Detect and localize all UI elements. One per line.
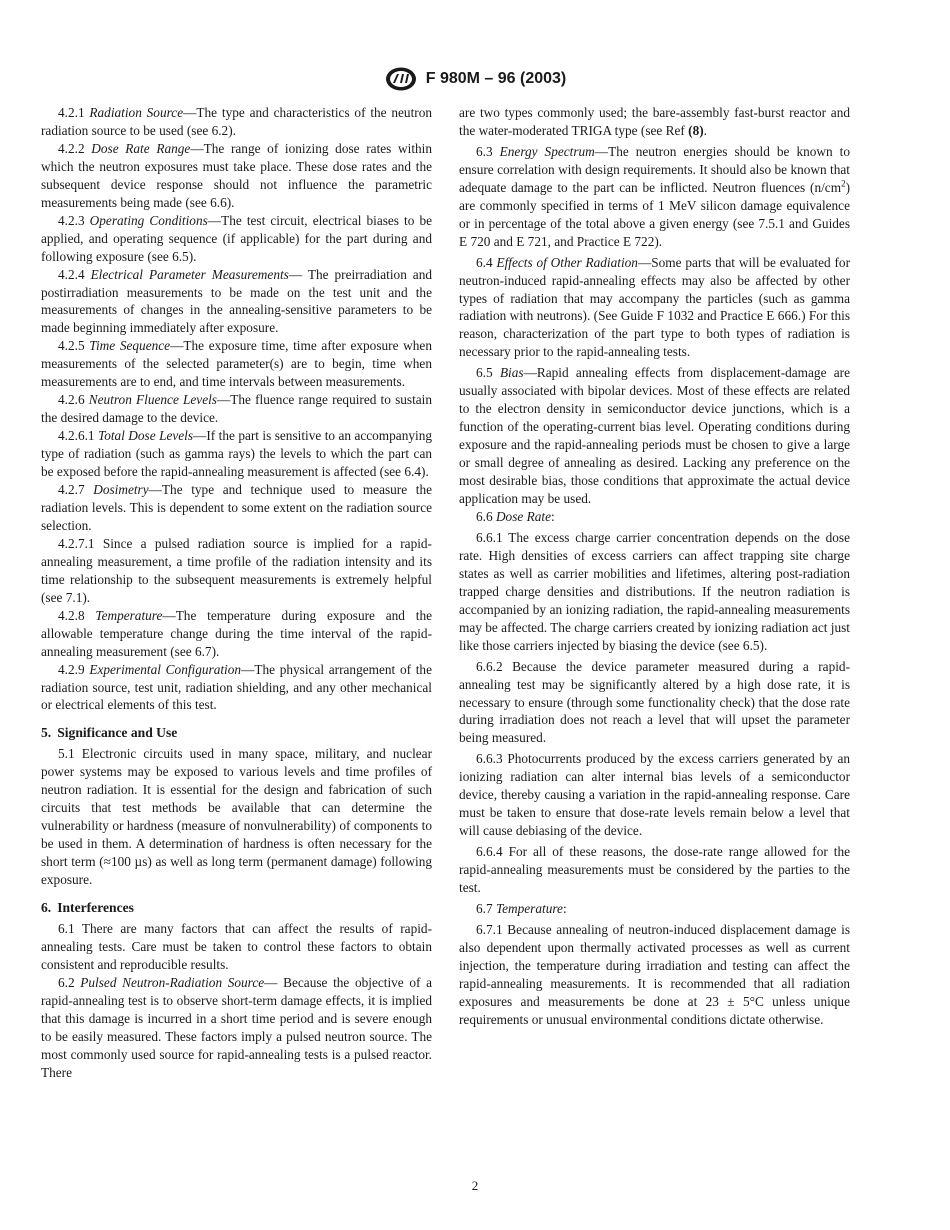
paragraph-6-3: 6.3 Energy Spectrum—The neutron energies should be known to ensure correlation with design requirements. It should also be known that adequate damage to the part can be inflicted. Neutron fluences $(n/cm^2)$ are commonly specified in terms of 1 MeV silicon damage equivalence or in percentage of the total above a given energy (see 7.5.1 and Guides E 720 and E 721, and Practice E 722). — [459, 143, 851, 249]
page-number: 2 — [471, 1178, 479, 1193]
paragraph-6-6: 6.6 Dose Rate: — [476, 508, 555, 524]
page-header — [0, 66, 950, 92]
paragraph-6-7: 6.7 Temperature: — [476, 900, 567, 916]
left-column — [41, 104, 432, 1082]
section-5-heading: 5. Significance and Use — [41, 725, 178, 741]
paragraph-6-2-continued: are two types commonly used; the bare-assembly fast-burst reactor and the water-moderated TRIGA type (see Ref (8). — [459, 105, 850, 138]
paragraph-6-6-3: 6.6.3 Photocurrents produced by the excess carriers generated by an ionizing radiation can alter internal bias levels of a semiconductor device, thereby causing a variation in the rapid-annealing response. Care must be taken to ensure that dose-rate levels remain below a level that will cause debiasing of the device. — [459, 751, 850, 839]
paragraph-4-2-5: 4.2.5 Time Sequence—The exposure time, time after exposure when measurements of the selected parameter(s) are to begin, time when measurements are to end, and time intervals between measurements. — [41, 338, 432, 390]
paragraph-6-6-2: 6.6.2 Because the device parameter measured during a rapid-annealing test may be significantly altered by a high dose rate, it is necessary to ensure (through some functionality check) that the dose rate during irradiation does not reach a level that will upset the parameter being measured. — [459, 658, 850, 746]
paragraph-4-2-2: 4.2.2 Dose Rate Range—The range of ionizing dose rates within which the neutron exposures must take place. These dose rates and the subsequent device response should not influence the parametric measurements being made (see 6.6). — [41, 140, 433, 210]
paragraph-6-1: 6.1 There are many factors that can affect the results of rapid-annealing tests. Care must be taken to control these factors to obtain consistent and reproducible results. — [41, 921, 432, 972]
paragraph-4-2-4: 4.2.4 Electrical Parameter Measurements— The preirradiation and postirradiation measurements to be made on the test unit and the measurements of changes in the annealing-sensitive parameters to be made beginning immediately after exposure. — [41, 266, 433, 336]
right-column — [459, 104, 850, 1029]
astm-logo-icon — [384, 66, 418, 92]
paragraph-4-2-7-1: 4.2.7.1 Since a pulsed radiation source is implied for a rapid-annealing measurement, a time profile of the radiation intensity and its time relationship to the subsequent measurements is extremely helpful (see 7.1). — [41, 535, 432, 605]
document-title: F 980M – 96 (2003) — [425, 70, 567, 87]
paragraph-6-6-4: 6.6.4 For all of these reasons, the dose-rate range allowed for the rapid-annealing measurements must be considered by the parties to the test. — [459, 844, 850, 896]
paragraph-4-2-1: 4.2.1 Radiation Source—The type and characteristics of the neutron radiation source to be used (see 6.2). — [41, 105, 432, 138]
paragraph-4-2-8: 4.2.8 Temperature—The temperature during exposure and the allowable temperature change during the time interval of the rapid-annealing measurement (see 6.7). — [41, 607, 433, 659]
paragraph-6-7-1: 6.7.1 Because annealing of neutron-induced displacement damage is also dependent upon thermally activated processes as well as current injection, the temperature during irradiation and testing can affect the rapid-annealing measurements. It is recommended that all radiation exposures and measurements be done at 23 ± 5°C unless unique requirements or unusual environmental conditions dictate otherwise. — [459, 921, 851, 1027]
paragraph-4-2-6-1: 4.2.6.1 Total Dose Levels—If the part is sensitive to an accompanying type of radiation (such as gamma rays) the levels to which the part can be exposed before the rapid-annealing measurement is affected (see 6.4). — [41, 428, 432, 480]
paragraph-6-6-1: 6.6.1 The excess charge carrier concentration depends on the dose rate. High densities of excess carriers can affect trapping site charge states as well as carrier mobilities and lifetimes, altering post-radiation trapped charge densities and distributions. If the neutron radiation is accompanied by an ionizing radiation, the rapid-annealing measurements may be affected. The charge carriers created by ionizing radiation act just like those carriers injected by biasing the device (see 6.5). — [459, 529, 850, 653]
paragraph-5-1: 5.1 Electronic circuits used in many space, military, and nuclear power systems may be exposed to various levels and time profiles of neutron radiation. It is essential for the design and fabrication of such circuits that test methods be available that can determine the vulnerability or hardness (measure of nonvulnerability) of components to be used in them. A determination of hardness is often necessary for the short term (≈100 µs) as well as long term (permanent damage) following exposure. — [41, 746, 433, 888]
paragraph-4-2-3: 4.2.3 Operating Conditions—The test circuit, electrical biases to be applied, and operating sequence (if applicable) for the part during and following exposure (see 6.5). — [41, 212, 433, 264]
paragraph-6-2: 6.2 Pulsed Neutron-Radiation Source— Because the objective of a rapid-annealing test is to observe short-term damage effects, it is implied that this damage is incurred in a short time period and is severe enough to be easily measured. These factors imply a pulsed neutron source. The most commonly used source for rapid-annealing tests is a pulsed reactor. There — [41, 974, 432, 1080]
paragraph-4-2-6: 4.2.6 Neutron Fluence Levels—The fluence range required to sustain the desired damage to the device. — [41, 392, 433, 426]
section-6-heading: 6. Interferences — [41, 900, 134, 916]
paragraph-4-2-7: 4.2.7 Dosimetry—The type and technique used to measure the radiation levels. This is dependent to some extent on the radiation source selection. — [41, 482, 432, 533]
paragraph-6-4: 6.4 Effects of Other Radiation—Some parts that will be evaluated for neutron-induced rapid-annealing effects may also be affected by other types of radiation that may accompany the particles (such as gamma radiation with neutrons). (See Guide F 1032 and Practice E 666.) For this reason, characterization of the part type to both types of radiation is necessary prior to the rapid-annealing tests. — [459, 254, 851, 360]
paragraph-6-5: 6.5 Bias—Rapid annealing effects from displacement-damage are usually associated with bipolar devices. Most of these effects are related to the electron density in semiconductor device junctions, which is a function of the operating-current bias level. Operating conditions during exposure and the rapid-annealing periods must be chosen to give a large or small degree of annealing as desired. Lacking any preference on the most desirable bias, those conditions that approximate the actual device application may be used. — [459, 365, 851, 507]
paragraph-4-2-9: 4.2.9 Experimental Configuration—The physical arrangement of the radiation source, test unit, radiation shielding, and any other mechanical or electrical elements of this test. — [41, 661, 432, 713]
